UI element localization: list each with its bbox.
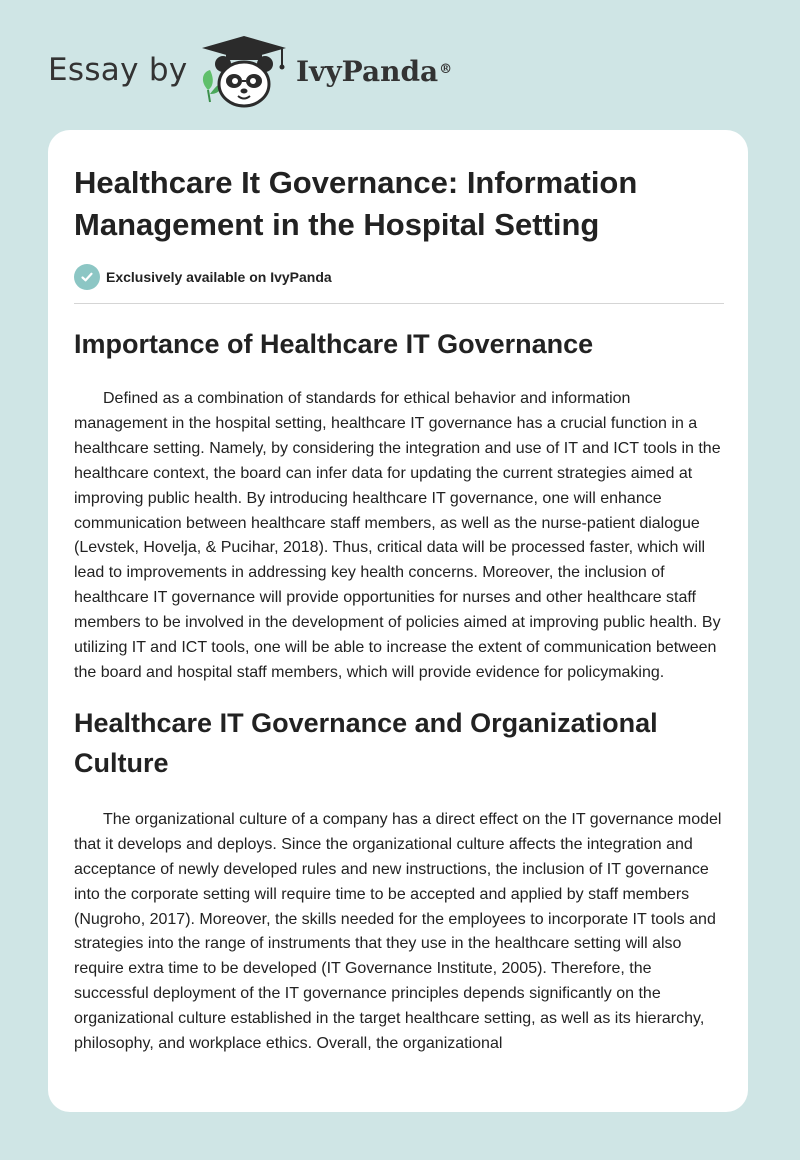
brand-name-text: IvyPanda	[296, 55, 439, 88]
essay-content	[74, 162, 724, 1057]
page-title: Healthcare It Governance: Information Management in the Hospital Setting	[74, 165, 638, 242]
exclusive-badge	[74, 263, 724, 291]
brand-prefix: Essay by	[48, 52, 188, 88]
section-paragraph-culture: The organizational culture of a company has a direct effect on the IT governance model that it develops and deploys. Since the organizational culture affects the integration and acceptance of newly developed rules and new instructions, the inclusion of IT governance into the corporate setting will require time to be accepted and applied by staff members (Nugroho, 2017). Moreover, the skills needed for the employees to incorporate IT tools and strategies into the range of instruments that they use in the healthcare setting will also require extra time to be developed (IT Governance Institute, 2005). Therefore, the successful deployment of the IT governance principles depends significantly on the organizational culture established in the target healthcare setting, as well as its hierarchy, philosophy, and workplace ethics. Overall, the organizational	[74, 810, 722, 1053]
brand-name[interactable]	[296, 52, 452, 92]
divider	[74, 303, 724, 304]
exclusive-badge-label: Exclusively available on IvyPanda	[106, 269, 332, 285]
registered-mark: ®	[439, 62, 453, 77]
section-heading-culture: Healthcare IT Governance and Organizational Culture	[74, 707, 658, 778]
essay-card	[48, 130, 748, 1112]
section-heading-importance: Importance of Healthcare IT Governance	[74, 329, 594, 359]
site-header	[0, 0, 800, 120]
section-paragraph-importance: Defined as a combination of standards for ethical behavior and information management in the hospital setting, healthcare IT governance has a crucial function in a healthcare setting. Namely, by considering the integration and use of IT and ICT tools in the healthcare context, the board can infer data for updating the current strategies aimed at improving public health. By introducing healthcare IT governance, one will enhance communication between healthcare staff members, as well as the nurse-patient dialogue (Levstek, Hovelja, & Pucihar, 2018). Thus, critical data will be processed faster, which will lead to improvements in addressing key health concerns. Moreover, the inclusion of healthcare IT governance will provide opportunities for nurses and other healthcare staff members to be involved in the development of policies aimed at improving public health. By utilizing IT and ICT tools, one will be able to increase the extent of communication between the board and hospital staff members, which will provide evidence for policymaking.	[74, 390, 721, 681]
panda-graduate-icon[interactable]	[198, 34, 290, 110]
check-icon	[74, 264, 100, 290]
